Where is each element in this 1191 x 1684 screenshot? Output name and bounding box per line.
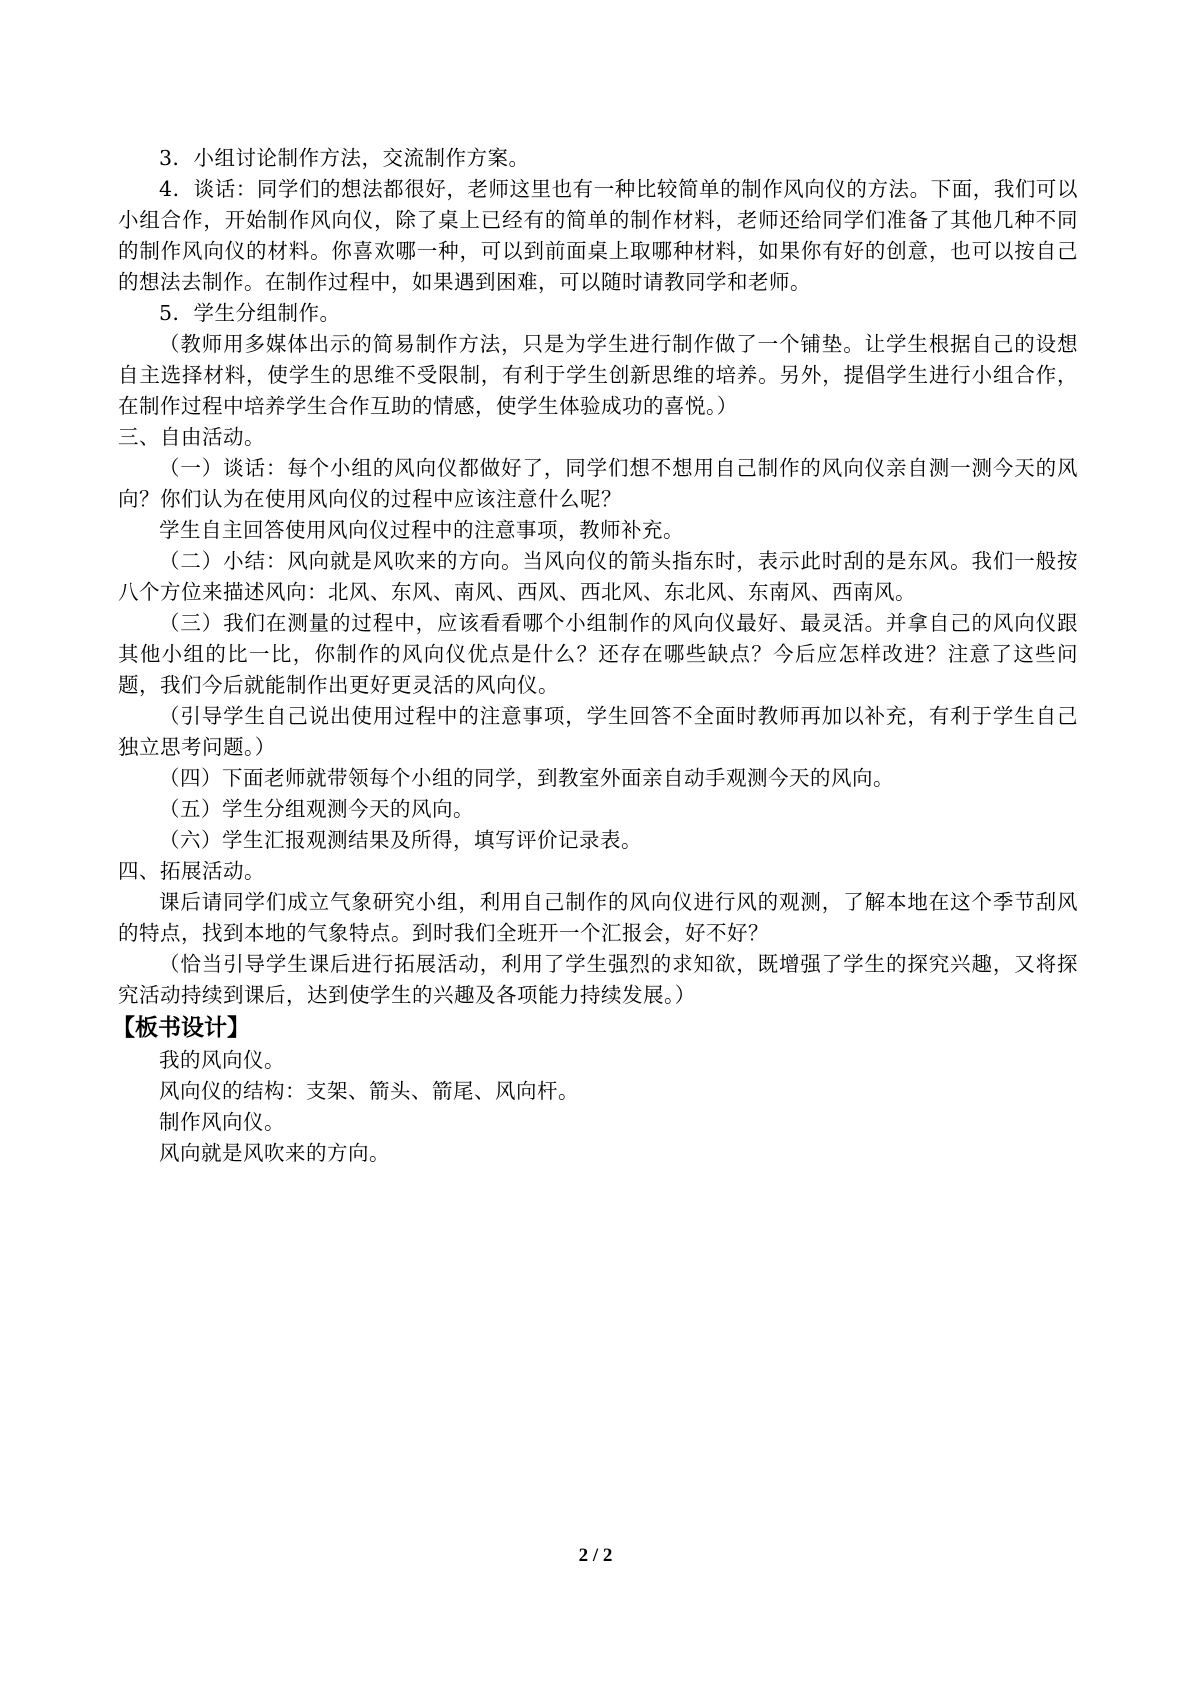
board-line-2: 风向仪的结构：支架、箭头、箭尾、风向杆。 [159, 1079, 579, 1103]
extension-paragraph: 课后请同学们成立气象研究小组，利用自己制作的风向仪进行风的观测，了解本地在这个季节刮风的特点，找到本地的气象特点。到时我们全班开一个汇报会，好不好？ [118, 890, 1078, 945]
step-4-paragraph: 4．谈话：同学们的想法都很好，老师这里也有一种比较简单的制作风向仪的方法。下面，我们可以小组合作，开始制作风向仪，除了桌上已经有的简单的制作材料，老师还给同学们准备了其他几种不同的制作风向仪的材料。你喜欢哪一种，可以到前面桌上取哪种材料，如果你有好的创意，也可以按自己的想法去制作。在制作过程中，如果遇到困难，可以随时请教同学和老师。 [118, 177, 1078, 294]
student-answer-paragraph: 学生自主回答使用风向仪过程中的注意事项，教师补充。 [159, 518, 684, 542]
document-body [112, 143, 1078, 1169]
activity-6-paragraph: （六）学生汇报观测结果及所得，填写评价记录表。 [159, 828, 642, 852]
step-3-paragraph: 3．小组讨论制作方法，交流制作方案。 [159, 146, 530, 170]
board-line-3: 制作风向仪。 [159, 1110, 285, 1134]
board-line-1: 我的风向仪。 [159, 1048, 285, 1072]
section-heading-extension: 四、拓展活动。 [118, 859, 265, 883]
activity-2-paragraph: （二）小结：风向就是风吹来的方向。当风向仪的箭头指东时，表示此时刮的是东风。我们一般按八个方位来描述风向：北风、东风、南风、西风、西北风、东北风、东南风、西南风。 [118, 549, 1078, 604]
board-design-heading: 【板书设计】 [112, 1015, 250, 1041]
design-note-paragraph: （教师用多媒体出示的简易制作方法，只是为学生进行制作做了一个铺垫。让学生根据自己的设想自主选择材料，使学生的思维不受限制，有利于学生创新思维的培养。另外，提倡学生进行小组合作，在制作过程中培养学生合作互助的情感，使学生体验成功的喜悦。） [118, 332, 1078, 418]
guidance-note-paragraph: （引导学生自己说出使用过程中的注意事项，学生回答不全面时教师再加以补充，有利于学生自己独立思考问题。） [118, 704, 1078, 759]
activity-1-paragraph: （一）谈话：每个小组的风向仪都做好了，同学们想不想用自己制作的风向仪亲自测一测今天的风向？你们认为在使用风向仪的过程中应该注意什么呢？ [118, 456, 1078, 511]
section-heading-free-activity: 三、自由活动。 [118, 425, 265, 449]
activity-3-paragraph: （三）我们在测量的过程中，应该看看哪个小组制作的风向仪最好、最灵活。并拿自己的风向仪跟其他小组的比一比，你制作的风向仪优点是什么？还存在哪些缺点？今后应怎样改进？注意了这些问题，我们今后就能制作出更好更灵活的风向仪。 [118, 611, 1078, 697]
extension-note-paragraph: （恰当引导学生课后进行拓展活动，利用了学生强烈的求知欲，既增强了学生的探究兴趣，又将探究活动持续到课后，达到使学生的兴趣及各项能力持续发展。） [118, 952, 1078, 1007]
page-number: 2 / 2 [578, 1545, 613, 1566]
board-line-4: 风向就是风吹来的方向。 [159, 1141, 390, 1165]
activity-5-paragraph: （五）学生分组观测今天的风向。 [159, 797, 474, 821]
step-5-paragraph: 5．学生分组制作。 [159, 301, 341, 325]
activity-4-paragraph: （四）下面老师就带领每个小组的同学，到教室外面亲自动手观测今天的风向。 [159, 766, 894, 790]
